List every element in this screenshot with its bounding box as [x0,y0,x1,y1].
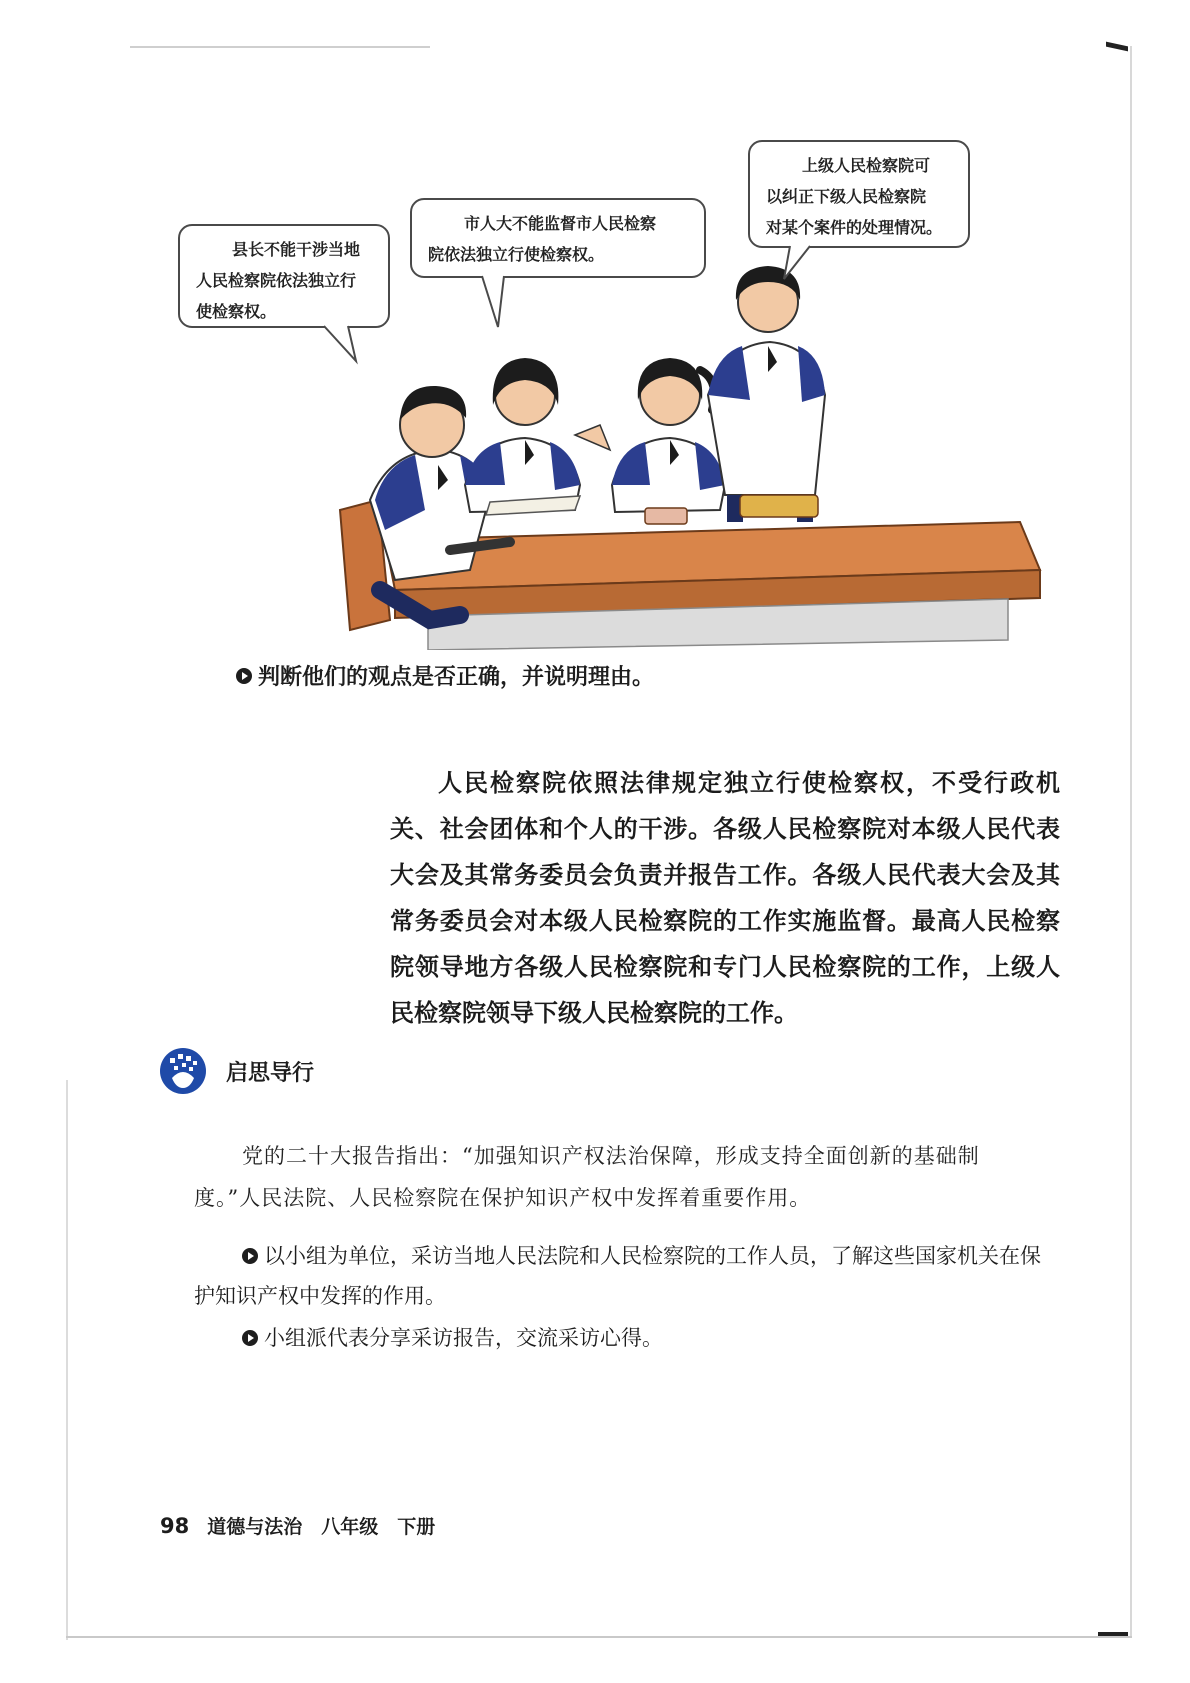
page-edge-bottom [66,1636,1132,1638]
speech-bubble-2 [410,198,706,278]
prompt-text: 判断他们的观点是否正确，并说明理由。 [258,665,655,690]
section-title: 启思导行 [226,1060,315,1086]
bubble-3-tail [780,245,820,285]
bubble-3-line-2: 以纠正下级人民检察院 [766,187,927,206]
book-title: 道德与法治 八年级 下册 [207,1516,436,1538]
task-2-text: 小组派代表分享采访报告，交流采访心得。 [264,1326,663,1350]
page-footer [160,1512,435,1539]
corner-mark-bottom [1098,1632,1128,1636]
speech-bubble-1 [178,224,390,328]
page-edge-top [130,46,430,48]
student-3 [575,358,725,524]
student-2 [465,358,580,515]
bubble-1-tail [320,325,380,365]
bubble-1-line-1: 县长不能干涉当地 [232,240,361,259]
bubble-3-line-3: 对某个案件的处理情况。 [766,218,943,237]
quote-paragraph: 党的二十大报告指出：“加强知识产权法治保障，形成支持全面创新的基础制度。”人民法院、人民检察院在保护知识产权中发挥着重要作用。 [194,1144,980,1210]
page-edge-right [1130,46,1132,1636]
speech-bubble-3 [748,140,970,248]
bubble-1-line-3: 使检察权。 [196,302,277,321]
main-paragraph: 人民检察院依照法律规定独立行使检察权，不受行政机关、社会团体和个人的干涉。各级人民检察院对本级人民代表大会及其常务委员会负责并报告工作。各级人民代表大会及其常务委员会对本级人民检察院的工作实施监督。最高人民检察院领导地方各级人民检察院和专门人民检察院的工作，上级人民检察院领导下级人民检察院的工作。 [390,769,1060,1027]
play-bullet-icon [236,668,252,684]
section-heading [158,1046,314,1096]
bubble-2-line-2: 院依法独立行使检察权。 [428,245,605,264]
bubble-2-tail [476,275,516,335]
page-number: 98 [160,1514,190,1538]
discussion-prompt [236,660,654,691]
corner-mark-top [1106,42,1128,52]
task-item-2 [242,1318,1102,1358]
task-1-text: 以小组为单位，采访当地人民法院和人民检察院的工作人员，了解这些国家机关在保护知识产权中发挥的作用。 [194,1244,1041,1308]
bubble-3-line-1: 上级人民检察院可 [802,156,931,175]
play-bullet-icon [242,1248,258,1264]
qisi-daoxing-icon [158,1046,208,1096]
play-bullet-icon [242,1330,258,1346]
page-edge-left [66,1080,68,1640]
student-4 [708,266,825,522]
bubble-2-line-1: 市人大不能监督市人民检察 [464,214,657,233]
bubble-1-line-2: 人民检察院依法独立行 [196,271,357,290]
task-item-1 [194,1236,1054,1316]
